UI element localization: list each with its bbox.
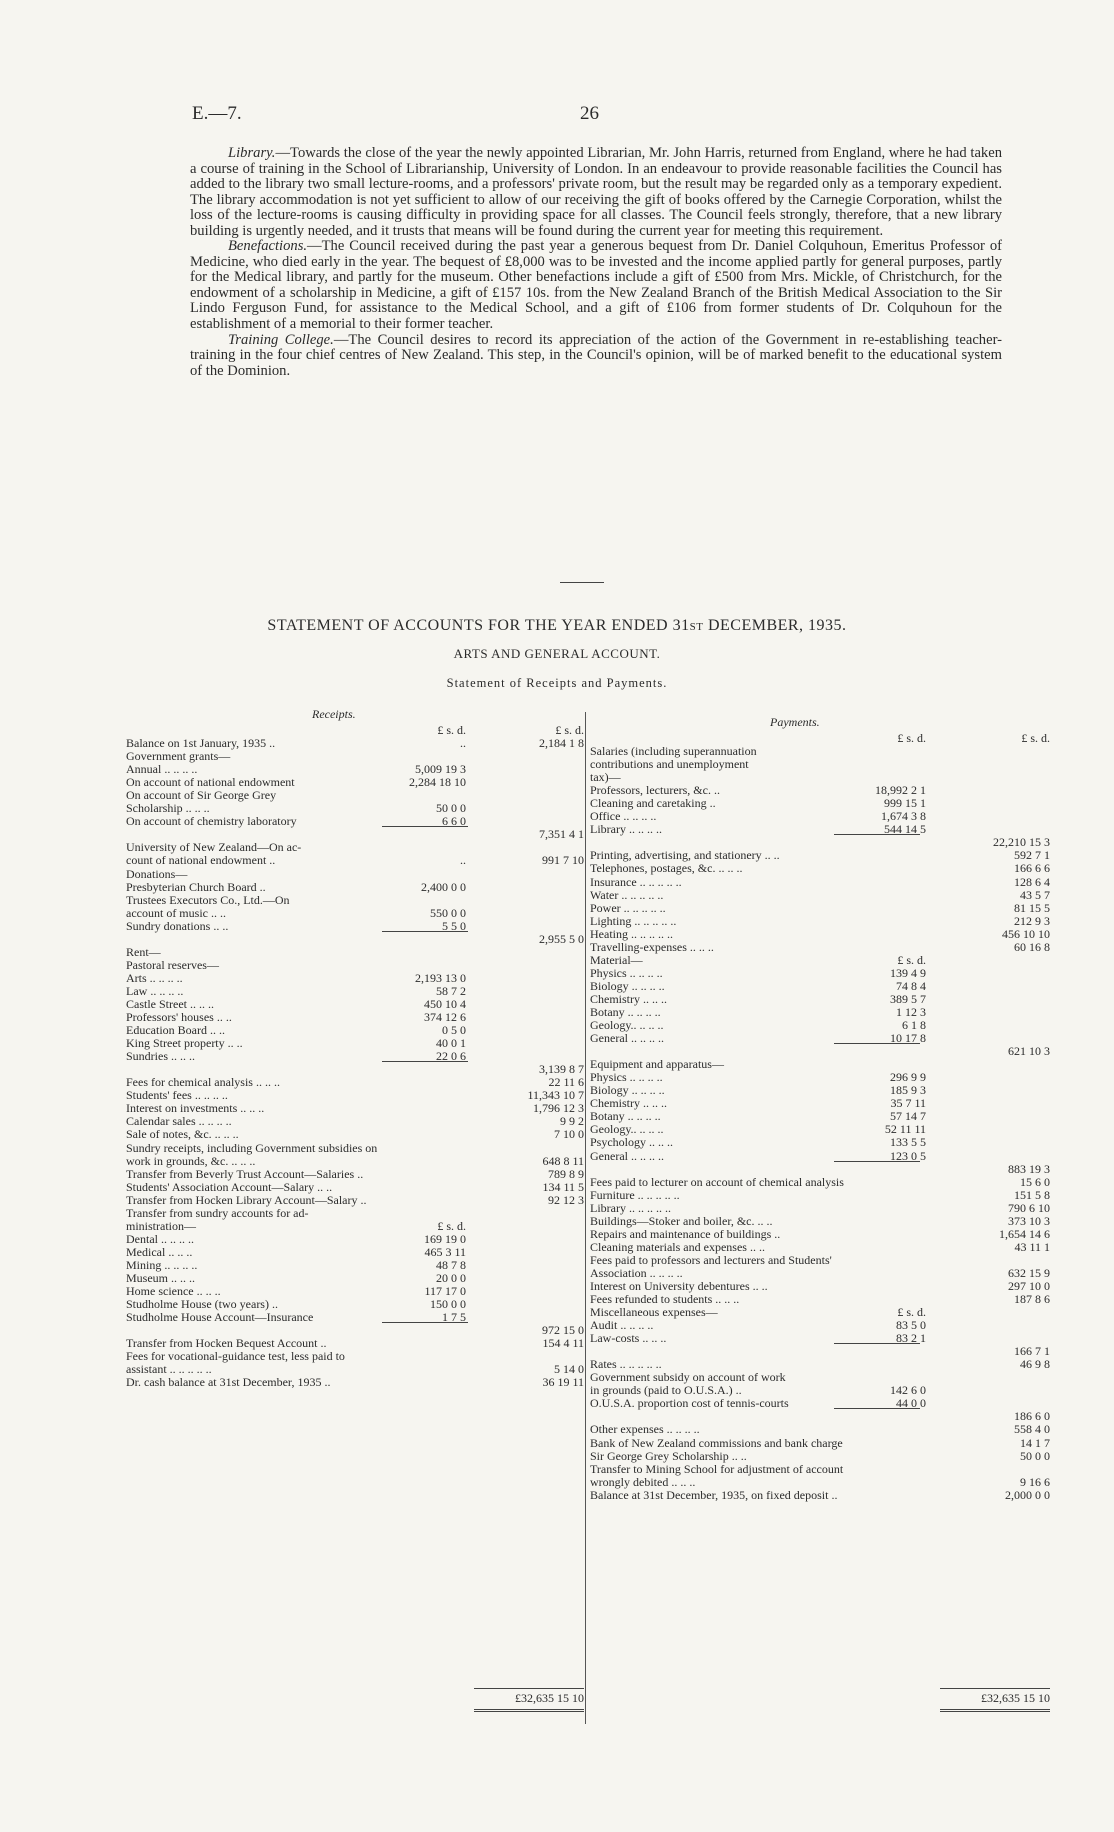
subtotal-rule: [834, 834, 920, 835]
ledger-amount: 373 10 3: [1008, 1213, 1050, 1228]
ledger-label: Water .. .. .. .. ..: [590, 887, 664, 902]
ledger-label: Dental .. .. .. ..: [126, 1231, 194, 1246]
ledger-amount: 7,351 4 1: [539, 827, 584, 842]
ledger-label: Psychology .. .. ..: [590, 1135, 674, 1150]
subtotal-rule: [382, 931, 468, 932]
ledger-subamount: 1 12 3: [896, 1004, 926, 1019]
ledger-row: [590, 1189, 1050, 1202]
ledger-row: [126, 1207, 584, 1220]
ledger-row: [590, 967, 1050, 980]
ledger-label: Physics .. .. .. ..: [590, 1070, 663, 1085]
ledger-label: Sundry receipts, including Government subsidies on: [126, 1140, 378, 1155]
paragraph-benefactions: [190, 239, 1002, 332]
payments-total-row: [590, 1692, 1050, 1705]
ledger-label: Material—: [590, 952, 643, 967]
ledger-amount: 166 7 1: [1014, 1344, 1050, 1359]
payments-column-heading: £ s. d.: [1021, 731, 1050, 745]
ledger-amount: 2,184 1 8: [539, 736, 584, 751]
ledger-subamount: 40 0 1: [436, 1036, 466, 1051]
ledger-label: Government grants—: [126, 749, 231, 764]
ledger-row: [590, 980, 1050, 993]
ledger-row: [590, 1476, 1050, 1489]
ledger-amount: 883 19 3: [1008, 1161, 1050, 1176]
ledger-label: Castle Street .. .. ..: [126, 996, 214, 1011]
ledger-amount: 187 8 6: [1014, 1292, 1050, 1307]
ledger-subamount: 44 0 0: [896, 1396, 926, 1411]
ledger-label: Balance at 31st December, 1935, on fixed deposit ..: [590, 1487, 838, 1502]
subtotal-rule: [834, 1043, 920, 1044]
ledger-label: contributions and unemployment: [590, 757, 749, 772]
ledger-subamount: 5,009 19 3: [415, 762, 466, 777]
ledger-row: [126, 815, 584, 828]
ledger-label: O.U.S.A. proportion cost of tennis-courts: [590, 1396, 789, 1411]
ledger-amount: 43 11 1: [1014, 1239, 1050, 1254]
ledger-row: [590, 1254, 1050, 1267]
ledger-label: account of music .. ..: [126, 905, 226, 920]
ledger-label: Transfer from sundry accounts for ad-: [126, 1205, 309, 1220]
ledger-row: [590, 1176, 1050, 1189]
ledger-label: Equipment and apparatus—: [590, 1057, 724, 1072]
ledger-label: work in grounds, &c. .. .. ..: [126, 1153, 256, 1168]
ledger-amount: 60 16 8: [1014, 939, 1050, 954]
ledger-label: Fees paid to professors and lecturers and Students': [590, 1252, 832, 1267]
ledger-label: Presbyterian Church Board ..: [126, 879, 266, 894]
ledger-subamount: 52 11 11: [884, 1122, 926, 1137]
ledger-amount: 81 15 5: [1014, 900, 1050, 915]
ledger-subamount: 74 8 4: [896, 978, 926, 993]
ledger-label: Sale of notes, &c. .. .. ..: [126, 1127, 239, 1142]
ledger-label: Transfer to Mining School for adjustment of account: [590, 1461, 844, 1476]
ledger-label: Botany .. .. .. ..: [590, 1109, 661, 1124]
ledger-label: Sundry donations .. ..: [126, 918, 229, 933]
ledger-label: Interest on investments .. .. ..: [126, 1101, 265, 1116]
ledger-label: Bank of New Zealand commissions and bank charge: [590, 1435, 843, 1450]
ledger-label: Fees for chemical analysis .. .. ..: [126, 1075, 280, 1090]
ledger-row: [590, 915, 1050, 928]
ledger-label: Library .. .. .. ..: [590, 822, 662, 837]
payments-caption: Payments.: [770, 715, 820, 729]
ledger-row: [590, 797, 1050, 810]
ledger-amount: 5 14 0: [554, 1362, 584, 1377]
payments-grand-total: £32,635 15 10: [981, 1691, 1050, 1705]
total-double-rule: [940, 1709, 1050, 1712]
ledger-row: [590, 902, 1050, 915]
ledger-label: On account of Sir George Grey: [126, 788, 277, 803]
ledger-label: Education Board .. ..: [126, 1023, 225, 1038]
payments-header-row: [590, 716, 1050, 732]
ledger-row: [126, 1376, 584, 1389]
ledger-label: Trustees Executors Co., Ltd.—On: [126, 892, 290, 907]
ledger-label: Home science .. .. ..: [126, 1284, 221, 1299]
ledger-row: [126, 1233, 584, 1246]
ledger-label: Power .. .. .. .. ..: [590, 900, 666, 915]
ledger-subamount: 450 10 4: [424, 996, 466, 1011]
subtotal-rule: [382, 1322, 468, 1323]
ledger-label: Fees for vocational-guidance test, less paid to: [126, 1349, 345, 1364]
ledger-label: Fees refunded to students .. .. ..: [590, 1292, 740, 1307]
receipts-caption: Receipts.: [312, 707, 356, 721]
ledger-subamount: 999 15 1: [884, 796, 926, 811]
ledger-label: assistant .. .. .. .. ..: [126, 1362, 212, 1377]
ledger-amount: 11,343 10 7: [527, 1088, 584, 1103]
statement-subtitle: Statement of Receipts and Payments.: [446, 676, 668, 690]
ledger-label: Studholme House (two years) ..: [126, 1297, 278, 1312]
ledger-row: [590, 1397, 1050, 1410]
ledger-subamount: 465 3 11: [424, 1244, 466, 1259]
ledger-amount: 1,654 14 6: [999, 1226, 1050, 1241]
ledger-label: General .. .. .. ..: [590, 1031, 664, 1046]
ledger-label: Office .. .. .. ..: [590, 809, 657, 824]
ledger-row: [126, 1311, 584, 1324]
ledger-amount: 2,000 0 0: [1005, 1487, 1050, 1502]
ledger-label: Museum .. .. ..: [126, 1270, 195, 1285]
ledger-row: [590, 1202, 1050, 1215]
ledger-row: [126, 1259, 584, 1272]
ledger-subamount: 6 1 8: [902, 1018, 926, 1033]
ledger-amount: 154 4 11: [542, 1336, 584, 1351]
ledger-row: [590, 1332, 1050, 1345]
ledger-subamount: 117 17 0: [424, 1284, 466, 1299]
total-rule: [940, 1688, 1050, 1689]
ledger-subamount: 6 6 0: [442, 814, 466, 829]
ledger-row: [590, 1032, 1050, 1045]
ledger-label: Balance on 1st January, 1935 ..: [126, 736, 276, 751]
ledger-label: On account of chemistry laboratory: [126, 814, 297, 829]
ledger-label: On account of national endowment: [126, 775, 295, 790]
ledger-label: Scholarship .. .. ..: [126, 801, 210, 816]
ledger-label: Transfer from Hocken Bequest Account ..: [126, 1336, 327, 1351]
receipts-grand-total: £32,635 15 10: [515, 1691, 584, 1705]
ledger-subamount: 169 19 0: [424, 1231, 466, 1246]
column-divider: [585, 712, 586, 1724]
ledger-subamount: 185 9 3: [890, 1083, 926, 1098]
ledger-label: Heating .. .. .. .. ..: [590, 926, 673, 941]
subtotal-rule: [834, 1343, 920, 1344]
ledger-row: [126, 854, 584, 867]
ledger-label: Travelling-expenses .. .. ..: [590, 939, 714, 954]
ledger-row: [590, 1450, 1050, 1463]
ledger-subamount: 2,193 13 0: [415, 970, 466, 985]
ledger-row: [590, 1463, 1050, 1476]
paragraph-library: [190, 146, 1002, 239]
ledger-row: [590, 1423, 1050, 1436]
ledger-row: [126, 959, 584, 972]
ledger-amount: 789 8 9: [548, 1166, 584, 1181]
receipts-column-heading: £ s. d.: [437, 723, 466, 737]
ledger-label: Biology .. .. .. ..: [590, 978, 665, 993]
ledger-label: Miscellaneous expenses—: [590, 1305, 718, 1320]
ledger-row: [590, 928, 1050, 941]
ledger-subamount: 50 0 0: [436, 801, 466, 816]
ledger-amount: 558 4 0: [1014, 1422, 1050, 1437]
ledger-label: Transfer from Beverly Trust Account—Salaries ..: [126, 1166, 364, 1181]
ledger-subamount: £ s. d.: [897, 1305, 926, 1320]
ledger-label: Buildings—Stoker and boiler, &c. .. ..: [590, 1213, 773, 1228]
statement-title-suffix: ST: [689, 621, 704, 633]
ledger-amount: 128 6 4: [1014, 874, 1050, 889]
ledger-label: Other expenses .. .. .. ..: [590, 1422, 700, 1437]
ledger-label: Physics .. .. .. ..: [590, 965, 663, 980]
ledger-amount: 3,139 8 7: [539, 1062, 584, 1077]
ledger-subamount: 20 0 0: [436, 1270, 466, 1285]
ledger-row: [126, 907, 584, 920]
ledger-label: Professors' houses .. ..: [126, 1010, 232, 1025]
ledger-row: [590, 876, 1050, 889]
ledger-row: [590, 1163, 1050, 1176]
ledger-label: Printing, advertising, and stationery .. ..: [590, 848, 780, 863]
ledger-row: [590, 1489, 1050, 1502]
ledger-amount: 456 10 10: [1002, 926, 1050, 941]
subtotal-rule: [382, 826, 468, 827]
ledger-label: tax)—: [590, 770, 621, 785]
ledger-label: Cleaning materials and expenses .. ..: [590, 1239, 765, 1254]
ledger-amount: 50 0 0: [1020, 1448, 1050, 1463]
ledger-label: Repairs and maintenance of buildings ..: [590, 1226, 781, 1241]
receipts-ledger: [126, 707, 584, 1705]
ledger-subamount: 22 0 6: [436, 1049, 466, 1064]
payments-ledger: [590, 715, 1050, 1705]
ledger-row: [126, 1181, 584, 1194]
ledger-label: Biology .. .. .. ..: [590, 1083, 665, 1098]
ledger-label: Mining .. .. .. ..: [126, 1257, 198, 1272]
ledger-row: [126, 946, 584, 959]
page-header-ref: E.—7.: [192, 103, 242, 124]
ledger-row: [126, 1168, 584, 1181]
ledger-label: Chemistry .. .. ..: [590, 1096, 667, 1111]
ledger-amount: 621 10 3: [1008, 1044, 1050, 1059]
ledger-amount: 134 11 5: [542, 1179, 584, 1194]
ledger-subamount: 550 0 0: [430, 905, 466, 920]
ledger-label: University of New Zealand—On ac-: [126, 840, 302, 855]
ledger-amount: 22 11 6: [548, 1075, 584, 1090]
paragraph-text: —Towards the close of the year the newly appointed Librarian, Mr. John Harris, returned from England, where he had taken a course of training in the School of Librarianship, University of London. In an endeavour to provide reasonable facilities the Council has added to the library two small lecture-rooms, and a professors' private room, but the result may be regarded only as a temporary expedient. The library accommodation is not yet sufficient to allow of our receiving the gift of books offered by the Carnegie Corporation, whilst the loss of the lecture-rooms is causing difficulty in providing space for all classes. The Council feels strongly, therefore, that a new library building is urgently needed, and it trusts that means will be found during the current year for meeting this requirement.: [190, 145, 1002, 239]
ledger-subamount: £ s. d.: [437, 1218, 466, 1233]
ledger-label: Rent—: [126, 944, 161, 959]
receipts-column-heading: £ s. d.: [555, 723, 584, 737]
ledger-row: [590, 862, 1050, 875]
paragraph-training-college: [190, 333, 1002, 380]
ledger-row: [590, 1215, 1050, 1228]
ledger-row: [126, 933, 584, 946]
ledger-subamount: 57 14 7: [890, 1109, 926, 1124]
ledger-row: [590, 1306, 1050, 1319]
ledger-subamount: 2,284 18 10: [409, 775, 466, 790]
ledger-subamount: ..: [460, 736, 466, 751]
ledger-label: ministration—: [126, 1218, 196, 1233]
ledger-subamount: 296 9 9: [890, 1070, 926, 1085]
ledger-label: Insurance .. .. .. .. ..: [590, 874, 682, 889]
ledger-row: [126, 1220, 584, 1233]
ledger-row: [126, 1050, 584, 1063]
ledger-amount: 2,955 5 0: [539, 931, 584, 946]
ledger-row: [126, 894, 584, 907]
ledger-amount: 648 8 11: [542, 1153, 584, 1168]
ledger-amount: 186 6 0: [1014, 1409, 1050, 1424]
ledger-label: Botany .. .. .. ..: [590, 1004, 661, 1019]
ledger-row: [126, 1142, 584, 1155]
ledger-subamount: 83 2 1: [896, 1331, 926, 1346]
receipts-header-row: [126, 708, 584, 724]
ledger-label: Geology.. .. .. ..: [590, 1122, 664, 1137]
statement-title: [0, 617, 1114, 635]
ledger-subamount: £ s. d.: [897, 952, 926, 967]
total-double-rule: [474, 1709, 584, 1712]
total-rule: [474, 1688, 584, 1689]
ledger-row: [590, 1241, 1050, 1254]
ledger-subamount: 1 7 5: [442, 1310, 466, 1325]
ledger-label: Annual .. .. .. ..: [126, 762, 198, 777]
ledger-label: Sundries .. .. ..: [126, 1049, 195, 1064]
ledger-subamount: 139 4 9: [890, 965, 926, 980]
ledger-subamount: 150 0 0: [430, 1297, 466, 1312]
statement-title-date: DECEMBER, 1935.: [703, 617, 847, 634]
ledger-row: [126, 881, 584, 894]
subtotal-rule: [382, 1061, 468, 1062]
ledger-label: wrongly debited .. .. ..: [590, 1474, 696, 1489]
ledger-amount: 592 7 1: [1014, 848, 1050, 863]
ledger-label: Pastoral reserves—: [126, 957, 219, 972]
ledger-label: Lighting .. .. .. .. ..: [590, 913, 677, 928]
payments-column-heading: £ s. d.: [897, 731, 926, 745]
ledger-amount: 166 6 6: [1014, 861, 1050, 876]
ledger-label: count of national endowment ..: [126, 853, 276, 868]
paragraph-lead: Training College.: [228, 331, 334, 348]
ledger-row: [126, 1128, 584, 1141]
ledger-label: Medical .. .. ..: [126, 1244, 193, 1259]
paragraph-lead: Benefactions.: [228, 238, 308, 255]
ledger-amount: 972 15 0: [542, 1323, 584, 1338]
statement-title-text: STATEMENT OF ACCOUNTS FOR THE YEAR ENDED 31: [267, 617, 690, 634]
ledger-subamount: 123 0 5: [890, 1148, 926, 1163]
ledger-label: Arts .. .. .. ..: [126, 970, 183, 985]
ledger-amount: 991 7 10: [542, 853, 584, 868]
ledger-row: [590, 941, 1050, 954]
ledger-label: Audit .. .. .. ..: [590, 1318, 654, 1333]
ledger-subamount: 83 5 0: [896, 1318, 926, 1333]
ledger-row: [590, 1150, 1050, 1163]
ledger-subamount: 2,400 0 0: [421, 879, 466, 894]
ledger-row: [590, 1136, 1050, 1149]
ledger-row: [590, 758, 1050, 771]
ledger-subamount: 374 12 6: [424, 1010, 466, 1025]
ledger-row: [590, 823, 1050, 836]
ledger-label: King Street property .. ..: [126, 1036, 243, 1051]
ledger-row: [590, 954, 1050, 967]
ledger-label: Transfer from Hocken Library Account—Salary ..: [126, 1192, 367, 1207]
ledger-subamount: 18,992 2 1: [875, 783, 926, 798]
ledger-label: Students' fees .. .. .. ..: [126, 1088, 228, 1103]
ledger-label: Dr. cash balance at 31st December, 1935 ..: [126, 1375, 331, 1390]
ledger-row: [590, 889, 1050, 902]
ledger-subamount: 58 7 2: [436, 983, 466, 998]
ledger-amount: 151 5 8: [1014, 1187, 1050, 1202]
subtotal-rule: [834, 1408, 920, 1409]
ledger-amount: 790 6 10: [1008, 1200, 1050, 1215]
ledger-label: Telephones, postages, &c. .. .. ..: [590, 861, 743, 876]
ledger-label: Law .. .. .. ..: [126, 983, 184, 998]
subtotal-rule: [834, 1161, 920, 1162]
ledger-label: Calendar sales .. .. .. ..: [126, 1114, 232, 1129]
ledger-amount: 7 10 0: [554, 1127, 584, 1142]
ledger-amount: 92 12 3: [548, 1192, 584, 1207]
ledger-label: Studholme House Account—Insurance: [126, 1310, 314, 1325]
ledger-amount: 212 9 3: [1014, 913, 1050, 928]
ledger-amount: 43 5 7: [1020, 887, 1050, 902]
paragraph-text: —The Council received during the past year a generous bequest from Dr. Daniel Colquhoun, Emeritus Professor of Medicine, who died early in the year. The bequest of £8,000 was to be invested and the income applied partly for general purposes, partly for the Medical library, and partly for the museum. Other benefactions include a gift of £500 from Mrs. Mickle, of Christchurch, for the endowment of a scholarship in Medicine, a gift of £157 10s. from the New Zealand Branch of the British Medical Association to the Sir Lindo Ferguson Fund, for assistance to the Medical School, and a gift of £106 from former students of Dr. Colquhoun for the establishment of a memorial to their former teacher.: [190, 238, 1002, 333]
ledger-label: Sir George Grey Scholarship .. ..: [590, 1448, 747, 1463]
ledger-amount: 9 9 2: [560, 1114, 584, 1129]
ledger-row: [126, 1194, 584, 1207]
ledger-label: Salaries (including superannuation: [590, 744, 757, 759]
ledger-label: Rates .. .. .. .. ..: [590, 1357, 662, 1372]
ledger-label: Furniture .. .. .. .. ..: [590, 1187, 680, 1202]
ledger-label: General .. .. .. ..: [590, 1148, 664, 1163]
receipts-total-row: [126, 1692, 584, 1705]
ledger-row: [126, 920, 584, 933]
ledger-amount: 36 19 11: [542, 1375, 584, 1390]
ledger-amount: 15 6 0: [1020, 1174, 1050, 1189]
ledger-label: Law-costs .. .. ..: [590, 1331, 667, 1346]
ledger-subamount: 133 5 5: [890, 1135, 926, 1150]
ledger-subamount: 35 7 11: [890, 1096, 926, 1111]
ledger-subamount: 389 5 7: [890, 991, 926, 1006]
ledger-label: Association .. .. .. ..: [590, 1265, 683, 1280]
ledger-amount: 9 16 6: [1020, 1474, 1050, 1489]
prose-section: [190, 146, 1002, 379]
ledger-amount: 46 9 8: [1020, 1357, 1050, 1372]
page-number: 26: [580, 103, 599, 124]
ledger-row: [590, 1267, 1050, 1280]
paragraph-lead: Library.: [228, 145, 276, 161]
ledger-subamount: 544 14 5: [884, 822, 926, 837]
ledger-label: Library .. .. .. .. ..: [590, 1200, 671, 1215]
ledger-amount: 22,210 15 3: [993, 835, 1050, 850]
ledger-row: [590, 1228, 1050, 1241]
ledger-amount: 1,796 12 3: [533, 1101, 584, 1116]
ledger-amount: 14 1 7: [1020, 1435, 1050, 1450]
ledger-row: [126, 972, 584, 985]
ledger-label: Fees paid to lecturer on account of chemical analysis: [590, 1174, 844, 1189]
ledger-label: Government subsidy on account of work: [590, 1370, 786, 1385]
ledger-row: [590, 1437, 1050, 1450]
ledger-amount: 297 10 0: [1008, 1278, 1050, 1293]
ledger-subamount: 142 6 0: [890, 1383, 926, 1398]
ledger-subamount: 10 17 8: [890, 1031, 926, 1046]
ledger-row: [126, 1246, 584, 1259]
ledger-row: [126, 1155, 584, 1168]
ledger-label: Cleaning and caretaking ..: [590, 796, 716, 811]
ledger-row: [126, 868, 584, 881]
ledger-subamount: ..: [460, 853, 466, 868]
section-rule: [560, 582, 604, 583]
ledger-label: Students' Association Account—Salary .. ..: [126, 1179, 333, 1194]
ledger-subamount: 5 5 0: [442, 918, 466, 933]
ledger-label: Donations—: [126, 866, 188, 881]
ledger-subamount: 0 5 0: [442, 1023, 466, 1038]
account-subtitle: ARTS AND GENERAL ACCOUNT.: [453, 646, 661, 661]
ledger-subamount: 48 7 8: [436, 1257, 466, 1272]
ledger-label: Interest on University debentures .. ..: [590, 1278, 768, 1293]
ledger-label: Professors, lecturers, &c. ..: [590, 783, 720, 798]
ledger-label: in grounds (paid to O.U.S.A.) ..: [590, 1383, 742, 1398]
ledger-label: Chemistry .. .. ..: [590, 991, 667, 1006]
paragraph-text: —The Council desires to record its appreciation of the action of the Government in re-establishing teacher-training in the four chief centres of New Zealand. This step, in the Council's opinion, will be of marked benefit to the educational system of the Dominion.: [190, 331, 1002, 379]
ledger-subamount: 1,674 3 8: [881, 809, 926, 824]
ledger-label: Geology.. .. .. ..: [590, 1018, 664, 1033]
ledger-amount: 632 15 9: [1008, 1265, 1050, 1280]
